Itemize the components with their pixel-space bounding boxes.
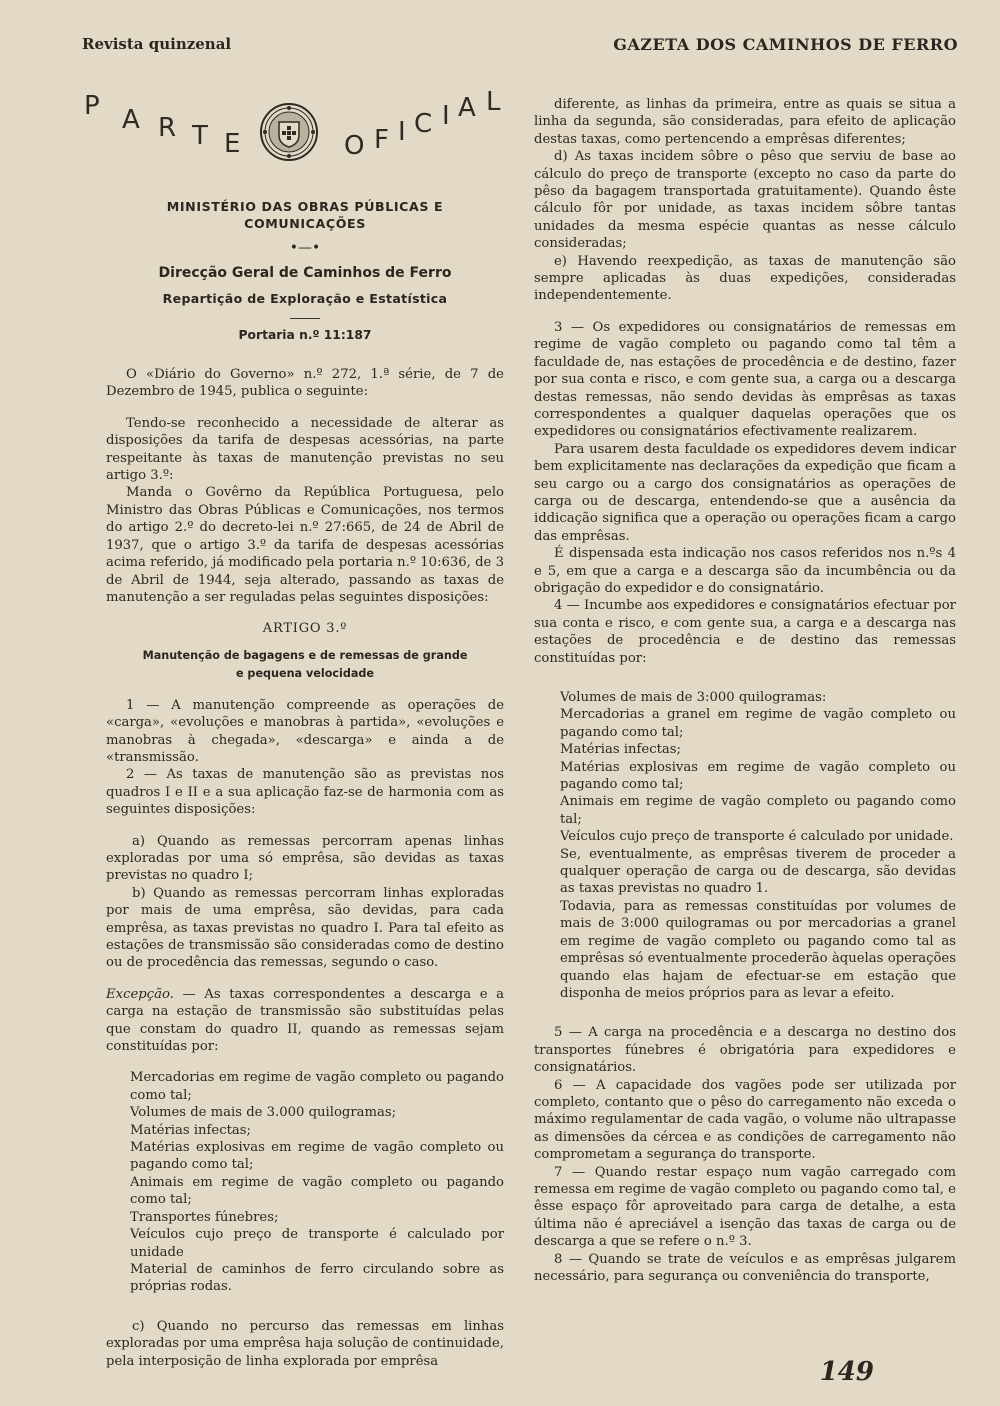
paragraph: a) Quando as remessas percorram apenas linhas exploradas por uma só emprêsa, são devidas as taxas previstas no quadro I;	[106, 833, 504, 884]
exception-label: Excepção.	[106, 986, 174, 1002]
list-item: Matérias explosivas em regime de vagão completo ou pagando como tal;	[130, 1140, 504, 1173]
paragraph: Manda o Govêrno da República Portuguesa, pelo Ministro das Obras Públicas e Comunicações, nos termos do artigo 2.º do decreto-lei n.º 27:665, de 24 de Abril de 1937, que o artigo 3.º da tarifa de despesas acessórias acima referido, já modificado pela portaria n.º 10:636, de 3 de Abril de 1944, seja alterado, passando as taxas de manutenção a ser reguladas pelas seguintes disposições:	[106, 485, 504, 605]
right-column	[534, 96, 956, 1285]
article-heading: ARTIGO 3.º	[262, 621, 348, 637]
title-letter: T	[192, 121, 208, 151]
paragraph: Tendo-se reconhecido a necessidade de alterar as disposições da tarifa de despesas acessórias, na parte respeitante às taxas de manutenção previstas no seu artigo 3.º:	[106, 415, 504, 484]
portaria-heading: Portaria n.º 11:187	[238, 327, 372, 342]
title-letter: C	[414, 109, 433, 139]
paragraph: Para usarem desta faculdade os expedidores devem indicar bem explicitamente nas declarações da expedição que ficam a seu cargo ou a cargo dos consignatários as operações de carga ou de descarga, entendendo-se que a ausência da iddicação significa que a operação ou operações ficam a cargo das emprêsas.	[534, 441, 956, 544]
title-letter: A	[458, 93, 476, 123]
list-item: Mercadorias em regime de vagão completo ou pagando como tal;	[130, 1070, 504, 1103]
section-subtitle-line: e pequena velocidade	[235, 666, 375, 680]
title-letter: I	[442, 101, 450, 131]
paragraph: diferente, as linhas da primeira, entre as quais se situa a linha da segunda, são consideradas, para efeito de aplicação destas taxas, como pertencendo a emprêsas diferentes;	[534, 97, 956, 147]
paragraph: 2 — As taxas de manutenção são as previstas nos quadros I e II e a sua aplicação faz-se de harmonia com as seguintes disposições:	[106, 767, 504, 818]
title-letter: P	[84, 91, 100, 121]
list-item: Veículos cujo preço de transporte é calculado por unidade.	[560, 829, 954, 845]
reparticao-heading: Repartição de Exploração e Estatística	[162, 291, 448, 307]
title-letter: R	[158, 113, 177, 143]
list-item: Se, eventualmente, as emprêsas tiverem de proceder a qualquer operação de carga ou de descarga, são devidas as taxas previstas no quadro 1.	[560, 846, 956, 897]
ministry-heading: MINISTÉRIO DAS OBRAS PÚBLICAS E COMUNICAÇÕES	[166, 199, 444, 232]
list-item: Animais em regime de vagão completo ou pagando como tal;	[560, 794, 956, 827]
list-item: Todavia, para as remessas constituídas por volumes de mais de 3:000 quilogramas ou por mercadorias a granel em regime de vagão completo ou pagando como tal as emprêsas só eventualmente procederão àquelas operações quando elas hajam de efectuar-se em estação que disponha de meios próprios para as levar a efeito.	[560, 898, 956, 1001]
list-item: Transportes fúnebres;	[130, 1209, 279, 1225]
title-letter: O	[344, 131, 365, 161]
title-letter: F	[374, 125, 389, 155]
list-item: Volumes de mais de 3:000 quilogramas:	[560, 690, 827, 705]
ornament-divider: •—•	[289, 239, 321, 256]
paragraph: 7 — Quando restar espaço num vagão carregado com remessa em regime de vagão completo ou pagando como tal, e êsse espaço fôr aproveitado para carga de detalhe, a esta última não é apreciável a isenção das taxas de carga ou de descarga a que se refere o n.º 3.	[534, 1164, 956, 1250]
paragraph: É dispensada esta indicação nos casos referidos nos n.ºs 4 e 5, em que a carga e a descarga são da incumbência ou da obrigação do expedidor e do consignatário.	[534, 546, 956, 596]
left-column	[84, 87, 504, 1370]
paragraph: e) Havendo reexpedição, as taxas de manutenção são sempre aplicadas às duas expedições, consideradas independentemente.	[534, 253, 956, 304]
title-letter: E	[224, 129, 241, 159]
list-item: Matérias explosivas em regime de vagão completo ou pagando como tal;	[560, 759, 956, 793]
section-subtitle-line: Manutenção de bagagens e de remessas de grande	[142, 648, 468, 662]
paragraph: 1 — A manutenção compreende as operações de «carga», «evoluções e manobras à partida», «evoluções e manobras à chegada», «descarga» e ainda a de «transmissão.	[106, 697, 504, 765]
page-number: 149	[819, 1357, 874, 1387]
paragraph: 3 — Os expedidores ou consignatários de remessas em regime de vagão completo ou pagando como tal têm a faculdade de, nas estações de procedência e de destino, fazer por sua conta e risco, e com gente sua, a carga ou a descarga destas remessas, não sendo devidas às emprêsas as taxas correspondentes a qualquer daquelas operações que os expedidores ou consignatários efectivamente realizarem.	[534, 319, 956, 440]
list-item: Mercadorias a granel em regime de vagão completo ou pagando como tal;	[560, 707, 956, 740]
paragraph: b) Quando as remessas percorram linhas exploradas por mais de uma emprêsa, são devidas, para cada emprêsa, as taxas previstas no quadro I. Para tal efeito as estações de transmissão são consideradas como de destino ou de procedência das remessas, segundo o caso.	[106, 885, 504, 971]
short-rule	[290, 318, 320, 319]
paragraph: c) Quando no percurso das remessas em linhas exploradas por uma emprêsa haja solução de continuidade, pela interposição de linha explorada por emprêsa	[106, 1318, 504, 1369]
list-item: Veículos cujo preço de transporte é calculado por unidade	[130, 1227, 504, 1260]
list-item: Animais em regime de vagão completo ou pagando como tal;	[130, 1174, 504, 1208]
list-item: Matérias infectas;	[130, 1122, 251, 1138]
paragraph: 5 — A carga na procedência e a descarga no destino dos transportes fúnebres é obrigatória para expedidores e consignatários.	[534, 1025, 956, 1076]
exception-paragraph	[106, 986, 504, 1056]
paragraph: d) As taxas incidem sôbre o pêso que serviu de base ao cálculo do preço de transporte (excepto no caso da parte do pêso da bagagem transportada gratuitamente). Quando êste cálculo fôr por unidade, as taxas incidem sôbre tantas unidades da mesma espécie quantas as nesse cálculo consideradas;	[534, 149, 956, 252]
paragraph: O «Diário do Governo» n.º 272, 1.ª série, de 7 de Dezembro de 1945, publica o seguinte:	[106, 367, 504, 400]
title-block	[84, 87, 504, 196]
section-subtitle	[106, 647, 504, 683]
title-letter: L	[486, 87, 501, 117]
list-item: Material de caminhos de ferro circulando sobre as próprias rodas.	[130, 1261, 504, 1295]
direccao-heading: Direcção Geral de Caminhos de Ferro	[158, 264, 452, 281]
title-letter: A	[122, 105, 140, 135]
paragraph: 8 — Quando se trate de veículos e as emprêsas julgarem necessário, para segurança ou conveniência do transporte,	[534, 1251, 956, 1284]
paragraph: 6 — A capacidade dos vagões pode ser utilizada por completo, contanto que o pêso do carregamento não exceda o máximo regulamentar de cada vagão, o volume não ultrapasse as dimensões da cércea e as condições de carregamento não comprometam a segurança do transporte.	[534, 1077, 956, 1163]
list-item: Matérias infectas;	[560, 742, 681, 758]
header-right: GAZETA DOS CAMINHOS DE FERRO	[613, 35, 958, 54]
exception-text: — As taxas correspondentes a descarga e a carga na estação de transmissão são substituídas pelas que constam do quadro II, quando as remessas sejam constituídas por:	[106, 986, 504, 1055]
title-letter: I	[398, 117, 406, 147]
coat-of-arms-seal-icon	[259, 102, 319, 162]
list-item: Volumes de mais de 3.000 quilogramas;	[130, 1105, 397, 1121]
paragraph: 4 — Incumbe aos expedidores e consignatários efectuar por sua conta e risco, e com gente sua, a carga e a descarga nas estações de procedência e de destino das remessas constituídas por:	[534, 598, 956, 666]
header-left: Revista quinzenal	[82, 35, 232, 53]
